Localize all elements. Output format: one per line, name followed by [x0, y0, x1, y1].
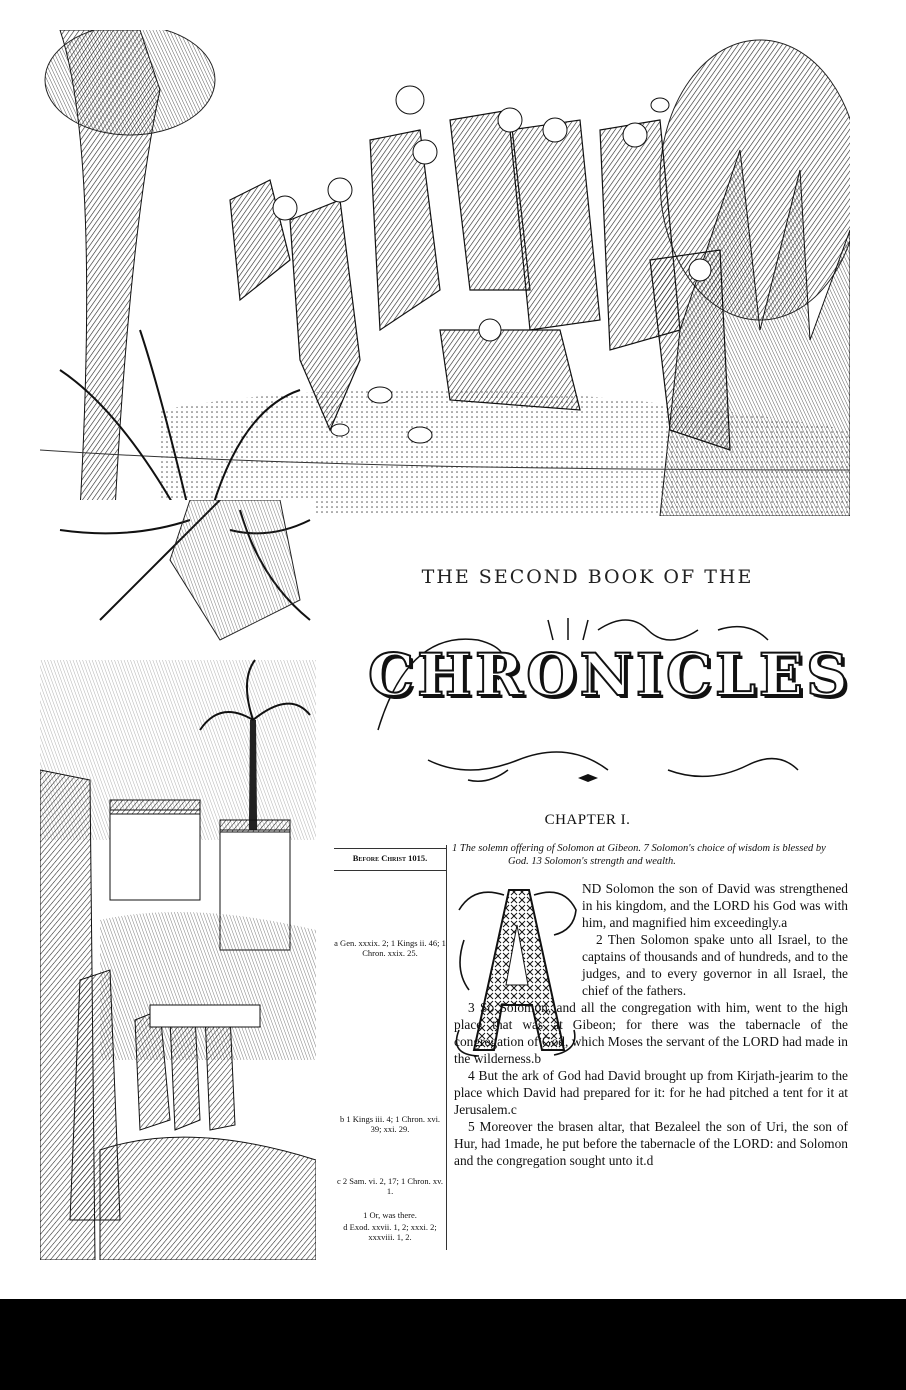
engraving-procession-scene	[40, 500, 316, 1260]
margin-note-c: c 2 Sam. vi. 2, 17; 1 Chron. xv. 1.	[337, 1176, 443, 1196]
chapter-heading: CHAPTER I.	[544, 812, 631, 828]
chapter-summary	[452, 842, 850, 868]
verse-1: ND Solomon the son of David was strengthened in his kingdom, and the LORD his God was with him, and magnified him exceedingly.a	[582, 881, 848, 930]
verse-3: 3 So Solomon, and all the congregation with him, went to the high place that was at Gibeon; for there was the tabernacle of the congregation of God, which Moses the servant of the LORD had made in the wilderness.b	[454, 1000, 848, 1066]
sidebar-rule	[446, 845, 447, 1250]
engraving-stoning-scene	[40, 30, 850, 516]
chapter-text	[454, 880, 848, 1169]
verse-2: 2 Then Solomon spake unto all Israel, to the captains of thousands and of hundreds, and to the judges, and to every governor in all Israel, the chief of the fathers.	[582, 932, 848, 998]
bottom-band	[0, 1299, 906, 1390]
verse-5: 5 Moreover the brasen altar, that Bezaleel the son of Uri, the son of Hur, had 1made, he put before the tabernacle of the LORD: and Solomon and the congregation sought unto it.d	[454, 1119, 848, 1168]
verse-4: 4 But the ark of God had David brought up from Kirjath-jearim to the place which David had prepared for it: for he had pitched a tent for it at Jerusalem.c	[454, 1068, 848, 1117]
margin-note-a: a Gen. xxxix. 2; 1 Kings ii. 46; 1 Chron. xxix. 25.	[334, 938, 446, 958]
summary-line-2: God. 13 Solomon's strength and wealth.	[508, 856, 676, 867]
margin-note-b: b 1 Kings iii. 4; 1 Chron. xvi. 39; xxi. 29.	[339, 1114, 441, 1134]
date-header: Before Christ 1015.	[334, 848, 446, 871]
book-of-heading: THE SECOND BOOK OF THE	[421, 566, 754, 588]
margin-note-1: 1 Or, was there.	[363, 1210, 417, 1220]
margin-note-d: d Exod. xxvii. 1, 2; xxxi. 2; xxxviii. 1, 2.	[343, 1222, 437, 1242]
book-title: CHRONICLES	[368, 641, 851, 709]
summary-line-1: 1 The solemn offering of Solomon at Gibeon. 7 Solomon's choice of wisdom is blessed by	[452, 843, 826, 854]
margin-sidebar	[334, 848, 446, 871]
